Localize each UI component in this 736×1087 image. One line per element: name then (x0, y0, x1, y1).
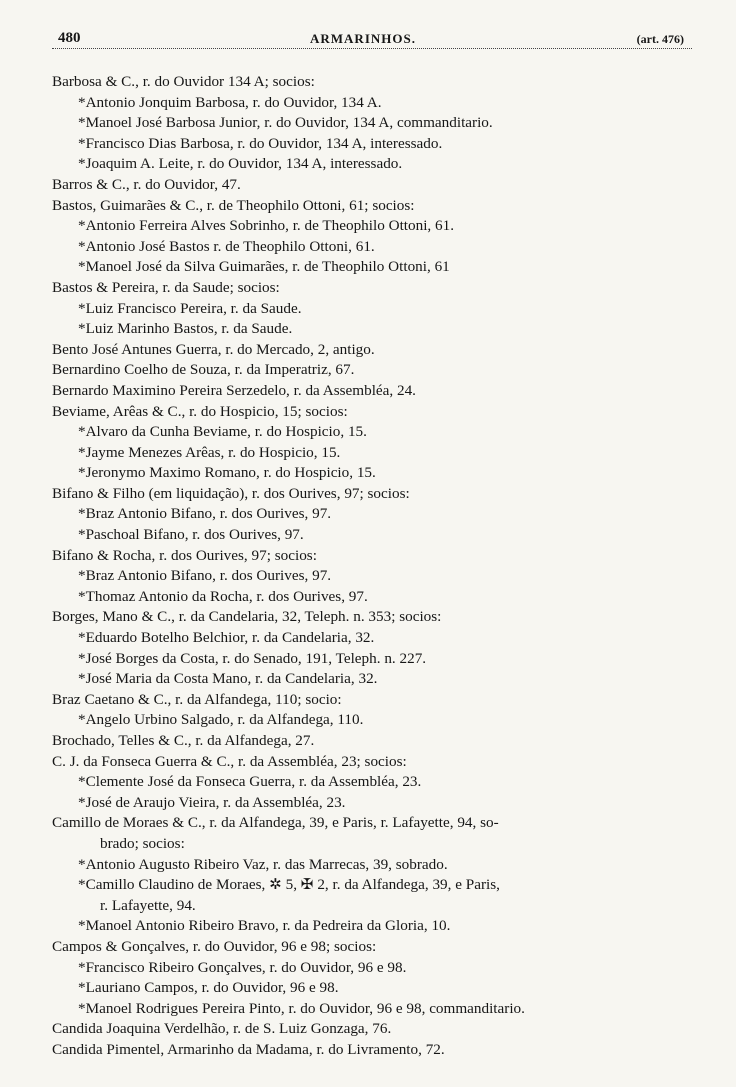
firm-entry: Borges, Mano & C., r. da Candelaria, 32, Teleph. n. 353; socios: (52, 608, 442, 626)
page-number: 480 (58, 30, 81, 46)
firm-entry: Bento José Antunes Guerra, r. do Mercado, 2, antigo. (52, 340, 375, 358)
partner-entry: *Paschoal Bifano, r. dos Ourives, 97. (78, 526, 304, 544)
page-header (52, 30, 692, 56)
firm-entry: Bernardino Coelho de Souza, r. da Imperatriz, 67. (52, 361, 355, 379)
partner-entry: *Braz Antonio Bifano, r. dos Ourives, 97. (78, 505, 332, 523)
partner-entry: *Thomaz Antonio da Rocha, r. dos Ourives, 97. (78, 587, 368, 605)
partner-entry: *Jeronymo Maximo Romano, r. do Hospicio, 15. (78, 464, 376, 482)
partner-entry: *Antonio Augusto Ribeiro Vaz, r. das Marrecas, 39, sobrado. (78, 855, 448, 873)
partner-entry: *Jayme Menezes Arêas, r. do Hospicio, 15. (78, 443, 341, 461)
partner-entry: *Manoel Rodrigues Pereira Pinto, r. do Ouvidor, 96 e 98, commanditario. (78, 999, 525, 1017)
partner-entry: *Antonio José Bastos r. de Theophilo Ottoni, 61. (78, 237, 375, 255)
firm-entry: Camillo de Moraes & C., r. da Alfandega, 39, e Paris, r. Lafayette, 94, so- (52, 814, 499, 832)
entry-continuation: brado; socios: (100, 834, 185, 852)
partner-entry: *Clemente José da Fonseca Guerra, r. da Assembléa, 23. (78, 773, 422, 791)
partner-entry: *Lauriano Campos, r. do Ouvidor, 96 e 98. (78, 979, 339, 997)
directory-entries (52, 72, 692, 1061)
partner-entry: *Luiz Marinho Bastos, r. da Saude. (78, 320, 293, 338)
firm-entry: Braz Caetano & C., r. da Alfandega, 110; socio: (52, 690, 342, 708)
firm-entry: Brochado, Telles & C., r. da Alfandega, 27. (52, 732, 315, 749)
partner-entry: *Manoel Antonio Ribeiro Bravo, r. da Pedreira da Gloria, 10. (78, 917, 451, 935)
partner-entry: *José Borges da Costa, r. do Senado, 191, Teleph. n. 227. (78, 649, 427, 667)
article-reference: (art. 476) (636, 32, 684, 46)
partner-entry: *Antonio Ferreira Alves Sobrinho, r. de Theophilo Ottoni, 61. (78, 217, 454, 235)
firm-entry: Bastos & Pereira, r. da Saude; socios: (52, 278, 280, 296)
partner-entry: *Manoel José Barbosa Junior, r. do Ouvidor, 134 A, commanditario. (78, 114, 493, 132)
partner-entry: *Francisco Ribeiro Gonçalves, r. do Ouvidor, 96 e 98. (78, 958, 407, 976)
firm-entry: Barbosa & C., r. do Ouvidor 134 A; socios: (52, 73, 315, 90)
partner-entry: *Camillo Claudino de Moraes, ✲ 5, ✠ 2, r. da Alfandega, 39, e Paris, (78, 876, 500, 894)
partner-entry: *Eduardo Botelho Belchior, r. da Candelaria, 32. (78, 629, 375, 647)
partner-entry: *Francisco Dias Barbosa, r. do Ouvidor, 134 A, interessado. (78, 134, 443, 152)
firm-entry: Barros & C., r. do Ouvidor, 47. (52, 175, 241, 193)
firm-entry: Bifano & Filho (em liquidação), r. dos Ourives, 97; socios: (52, 484, 410, 502)
header-rule (52, 48, 692, 50)
partner-entry: *Antonio Jonquim Barbosa, r. do Ouvidor, 134 A. (78, 93, 382, 111)
firm-entry: C. J. da Fonseca Guerra & C., r. da Assembléa, 23; socios: (52, 752, 407, 770)
partner-entry: *Angelo Urbino Salgado, r. da Alfandega, 110. (78, 711, 364, 729)
firm-entry: Bastos, Guimarães & C., r. de Theophilo Ottoni, 61; socios: (52, 196, 415, 214)
partner-entry: *Luiz Francisco Pereira, r. da Saude. (78, 299, 302, 317)
partner-entry: *Braz Antonio Bifano, r. dos Ourives, 97. (78, 567, 332, 585)
firm-entry: Campos & Gonçalves, r. do Ouvidor, 96 e 98; socios: (52, 937, 377, 955)
entry-continuation: r. Lafayette, 94. (100, 896, 196, 914)
partner-entry: *Alvaro da Cunha Beviame, r. do Hospicio, 15. (78, 423, 367, 441)
firm-entry: Candida Joaquina Verdelhão, r. de S. Luiz Gonzaga, 76. (52, 1020, 392, 1038)
partner-entry: *Manoel José da Silva Guimarães, r. de Theophilo Ottoni, 61 (78, 258, 450, 276)
partner-entry: *Joaquim A. Leite, r. do Ouvidor, 134 A, interessado. (78, 155, 403, 173)
firm-entry: Bifano & Rocha, r. dos Ourives, 97; socios: (52, 546, 317, 564)
partner-entry: *José Maria da Costa Mano, r. da Candelaria, 32. (78, 670, 378, 688)
firm-entry: Candida Pimentel, Armarinho da Madama, r. do Livramento, 72. (52, 1040, 445, 1058)
firm-entry: Beviame, Arêas & C., r. do Hospicio, 15; socios: (52, 402, 348, 420)
partner-entry: *José de Araujo Vieira, r. da Assembléa, 23. (78, 793, 346, 811)
firm-entry: Bernardo Maximino Pereira Serzedelo, r. da Assembléa, 24. (52, 381, 416, 399)
section-title: ARMARINHOS. (310, 31, 416, 46)
